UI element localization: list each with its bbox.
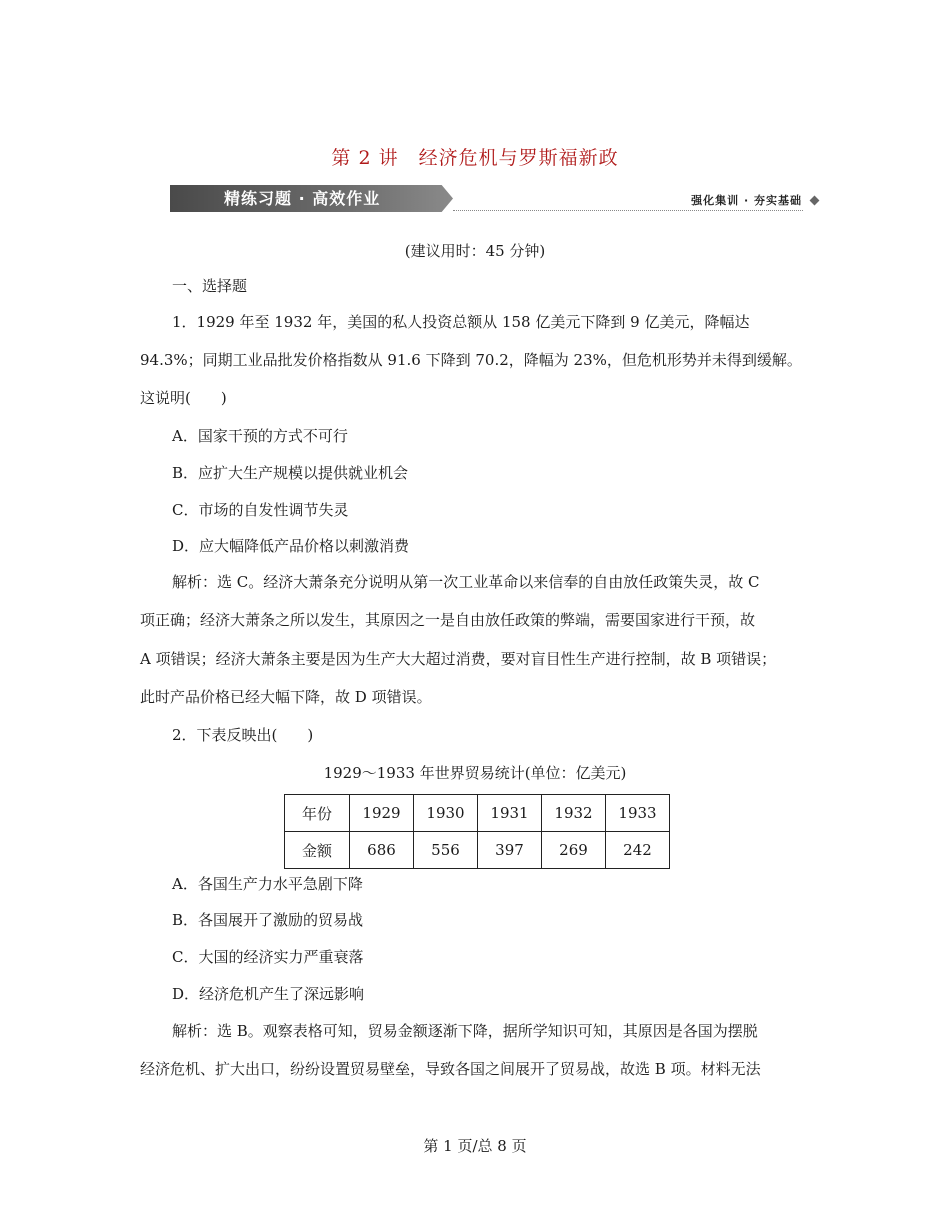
table-caption: 1929～1933 年世界贸易统计(单位：亿美元) (323, 764, 627, 782)
trade-table (284, 794, 670, 869)
q2-analysis-line: 经济危机、扩大出口，纷纷设置贸易壁垒，导致各国之间展开了贸易战，故选 B 项。材料无法 (140, 1060, 761, 1078)
q2-stem: 2．下表反映出( ) (172, 726, 314, 744)
q1-stem-line: 1．1929 年至 1932 年，美国的私人投资总额从 158 亿美元下降到 9 亿美元，降幅达 (172, 313, 750, 331)
table-cell: 1929 (350, 795, 414, 832)
table-cell: 556 (414, 832, 478, 869)
q2-option-b: B．各国展开了激励的贸易战 (172, 911, 364, 929)
page-title: 第 2 讲 经济危机与罗斯福新政 (331, 147, 619, 169)
table-cell: 1930 (414, 795, 478, 832)
q1-stem-line: 94.3%；同期工业品批发价格指数从 91.6 下降到 70.2，降幅为 23%，但危机形势并未得到缓解。 (140, 351, 802, 369)
q1-analysis-line: 此时产品价格已经大幅下降，故 D 项错误。 (140, 688, 432, 706)
q2-option-a: A．各国生产力水平急剧下降 (172, 875, 363, 893)
table-row (285, 795, 670, 832)
table-cell: 1931 (478, 795, 542, 832)
q1-analysis-line: 解析：选 C。经济大萧条充分说明从第一次工业革命以来信奉的自由放任政策失灵，故 C (172, 573, 760, 591)
suggested-time: (建议用时：45 分钟) (404, 242, 546, 260)
q1-option-a: A．国家干预的方式不可行 (172, 427, 348, 445)
q1-option-c: C．市场的自发性调节失灵 (172, 501, 349, 519)
q1-analysis-line: 项正确；经济大萧条之所以发生，其原因之一是自由放任政策的弊端，需要国家进行干预，故 (140, 611, 756, 629)
table-cell: 1932 (542, 795, 606, 832)
section-heading: 一、选择题 (172, 277, 248, 295)
banner-right-text: 强化集训 · 夯实基础 (691, 194, 802, 207)
q1-analysis-line: A 项错误；经济大萧条主要是因为生产大大超过消费，要对盲目性生产进行控制，故 B 项错误； (140, 650, 777, 668)
q2-option-d: D．经济危机产生了深远影响 (172, 985, 365, 1003)
q2-option-c: C．大国的经济实力严重衰落 (172, 948, 364, 966)
diamond-icon (810, 196, 820, 206)
table-row (285, 832, 670, 869)
table-cell: 金额 (285, 832, 350, 869)
q1-option-d: D．应大幅降低产品价格以刺激消费 (172, 537, 410, 555)
table-cell: 242 (606, 832, 670, 869)
page-footer: 第 1 页/总 8 页 (423, 1137, 527, 1155)
banner-left-text: 精练习题 · 高效作业 (224, 189, 381, 208)
table-cell: 269 (542, 832, 606, 869)
section-banner (170, 182, 820, 216)
table-cell: 年份 (285, 795, 350, 832)
table-cell: 686 (350, 832, 414, 869)
q1-option-b: B．应扩大生产规模以提供就业机会 (172, 464, 409, 482)
table-cell: 397 (478, 832, 542, 869)
q1-stem-line: 这说明( ) (140, 389, 227, 407)
q2-analysis-line: 解析：选 B。观察表格可知，贸易金额逐渐下降，据所学知识可知，其原因是各国为摆脱 (172, 1022, 758, 1040)
banner-divider (453, 210, 803, 211)
table-cell: 1933 (606, 795, 670, 832)
